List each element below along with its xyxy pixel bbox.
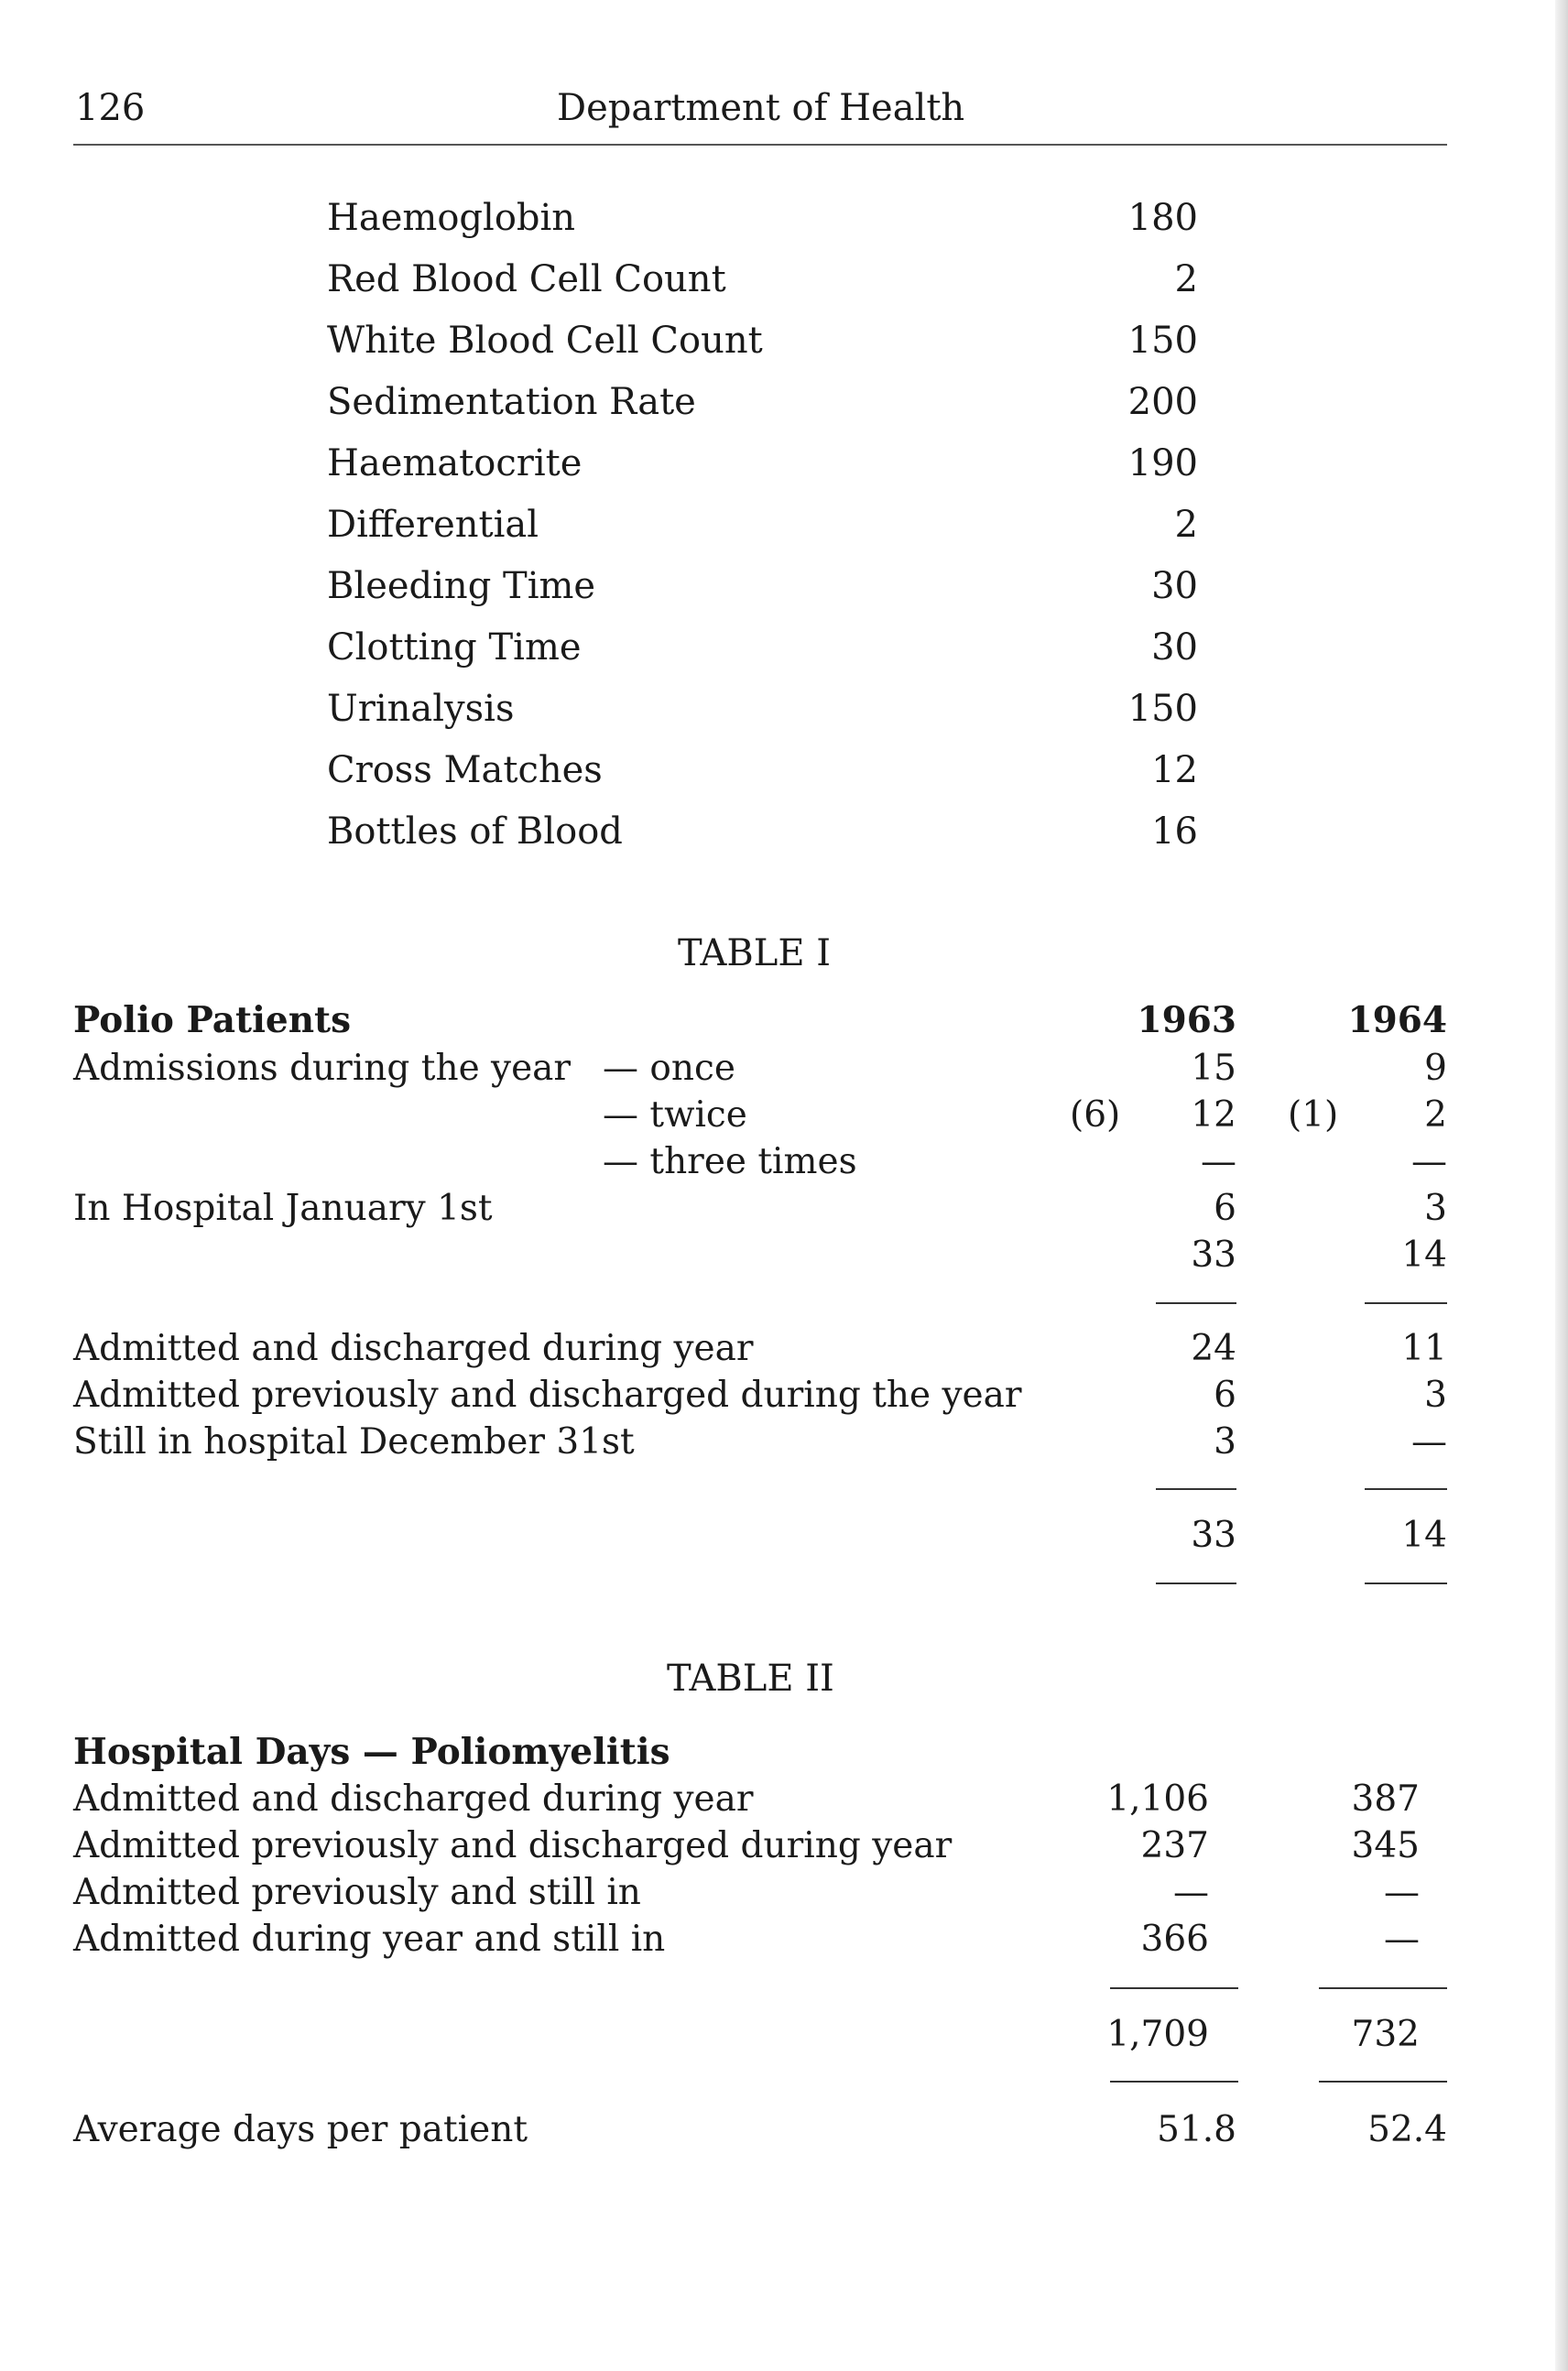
table2-title: TABLE II <box>667 1658 834 1700</box>
table2-row-label: Admitted previously and still in <box>73 1872 641 1913</box>
once-1963: 15 <box>1191 1048 1236 1089</box>
lab-test-count: 180 <box>1127 197 1198 239</box>
table2-rule <box>1319 2081 1447 2083</box>
table2-total-1964: 732 <box>1351 2014 1420 2055</box>
lab-test-count: 2 <box>1174 504 1198 546</box>
subtotal-1963: 33 <box>1191 1234 1236 1276</box>
lab-test-name: White Blood Cell Count <box>327 320 763 362</box>
lab-test-count: 200 <box>1127 381 1198 423</box>
average-1964: 52.4 <box>1367 2109 1447 2150</box>
in-hospital-label: In Hospital January 1st <box>73 1188 493 1229</box>
lab-test-name: Haemoglobin <box>327 197 576 239</box>
table2-row-1964: — <box>1384 1872 1420 1913</box>
table1-row-label: Still in hospital December 31st <box>73 1421 635 1463</box>
table1-row-1963: 6 <box>1214 1375 1236 1416</box>
table1-rule <box>1156 1302 1236 1304</box>
table2-row-1964: 345 <box>1351 1825 1420 1866</box>
table1-row-1963: 24 <box>1191 1328 1236 1369</box>
lab-test-name: Urinalysis <box>327 688 515 730</box>
table2-row-label: Admitted previously and discharged during year <box>73 1825 953 1866</box>
average-1963: 51.8 <box>1157 2109 1236 2150</box>
table1-title: TABLE I <box>678 932 832 974</box>
page-number: 126 <box>75 87 146 129</box>
three-1964: — <box>1411 1141 1447 1182</box>
table1-row-1964: 3 <box>1424 1375 1447 1416</box>
header-rule <box>73 144 1447 146</box>
in-hospital-1963: 6 <box>1214 1188 1236 1229</box>
table1-rule <box>1156 1488 1236 1490</box>
table2-total-1963: 1,709 <box>1106 2014 1209 2055</box>
subtotal-1964: 14 <box>1401 1234 1447 1276</box>
table1-rule <box>1156 1582 1236 1584</box>
page-edge-shadow <box>1555 0 1568 2371</box>
table1-rule <box>1365 1488 1447 1490</box>
admissions-twice-label: — twice <box>603 1094 747 1136</box>
table1-row-label: Admitted and discharged during year <box>73 1328 754 1369</box>
table2-row-1963: 1,106 <box>1106 1778 1209 1820</box>
lab-test-count: 12 <box>1151 749 1198 791</box>
lab-test-count: 30 <box>1151 626 1198 669</box>
table1-rule <box>1365 1582 1447 1584</box>
admissions-three-times-label: — three times <box>603 1141 857 1182</box>
once-1964: 9 <box>1424 1048 1447 1089</box>
table2-heading: Hospital Days — Poliomyelitis <box>73 1731 670 1773</box>
table2-row-1963: 366 <box>1140 1919 1209 1960</box>
table1-row-1964: — <box>1411 1421 1447 1463</box>
table1-row-1964: 11 <box>1401 1328 1447 1369</box>
table2-row-label: Admitted and discharged during year <box>73 1778 754 1820</box>
table1-col-1964: 1964 <box>1347 999 1447 1041</box>
admissions-once-label: — once <box>603 1048 735 1089</box>
table1-row-1963: 3 <box>1214 1421 1236 1463</box>
lab-test-name: Cross Matches <box>327 749 603 791</box>
twice-1963: 12 <box>1191 1094 1236 1136</box>
table1-heading: Polio Patients <box>73 999 352 1041</box>
lab-test-count: 30 <box>1151 565 1198 607</box>
lab-test-count: 16 <box>1151 810 1198 853</box>
table2-row-1963: — <box>1173 1872 1209 1913</box>
lab-test-name: Sedimentation Rate <box>327 381 696 423</box>
table2-row-1964: 387 <box>1351 1778 1420 1820</box>
lab-test-name: Clotting Time <box>327 626 582 669</box>
admissions-label: Admissions during the year <box>73 1048 572 1089</box>
table1-col-1963: 1963 <box>1137 999 1236 1041</box>
running-title: Department of Health <box>557 87 965 129</box>
table2-row-label: Admitted during year and still in <box>73 1919 666 1960</box>
lab-test-count: 2 <box>1174 258 1198 300</box>
table1-rule <box>1365 1302 1447 1304</box>
table2-rule <box>1110 2081 1238 2083</box>
lab-test-name: Bottles of Blood <box>327 810 623 853</box>
in-hospital-1964: 3 <box>1424 1188 1447 1229</box>
table2-rule <box>1319 1987 1447 1989</box>
table2-rule <box>1110 1987 1238 1989</box>
lab-test-name: Bleeding Time <box>327 565 596 607</box>
lab-test-name: Haematocrite <box>327 442 583 484</box>
twice-1964-paren: (1) <box>1288 1094 1339 1136</box>
three-1963: — <box>1201 1141 1236 1182</box>
table2-row-1964: — <box>1384 1919 1420 1960</box>
lab-test-count: 150 <box>1127 320 1198 362</box>
table1-total-1963: 33 <box>1191 1515 1236 1556</box>
lab-test-name: Red Blood Cell Count <box>327 258 726 300</box>
twice-1963-paren: (6) <box>1070 1094 1121 1136</box>
lab-test-name: Differential <box>327 504 539 546</box>
average-label: Average days per patient <box>73 2109 528 2150</box>
lab-test-count: 190 <box>1127 442 1198 484</box>
lab-test-count: 150 <box>1127 688 1198 730</box>
table1-total-1964: 14 <box>1401 1515 1447 1556</box>
table2-row-1963: 237 <box>1140 1825 1209 1866</box>
table1-row-label: Admitted previously and discharged during the year <box>73 1375 1022 1416</box>
twice-1964: 2 <box>1424 1094 1447 1136</box>
